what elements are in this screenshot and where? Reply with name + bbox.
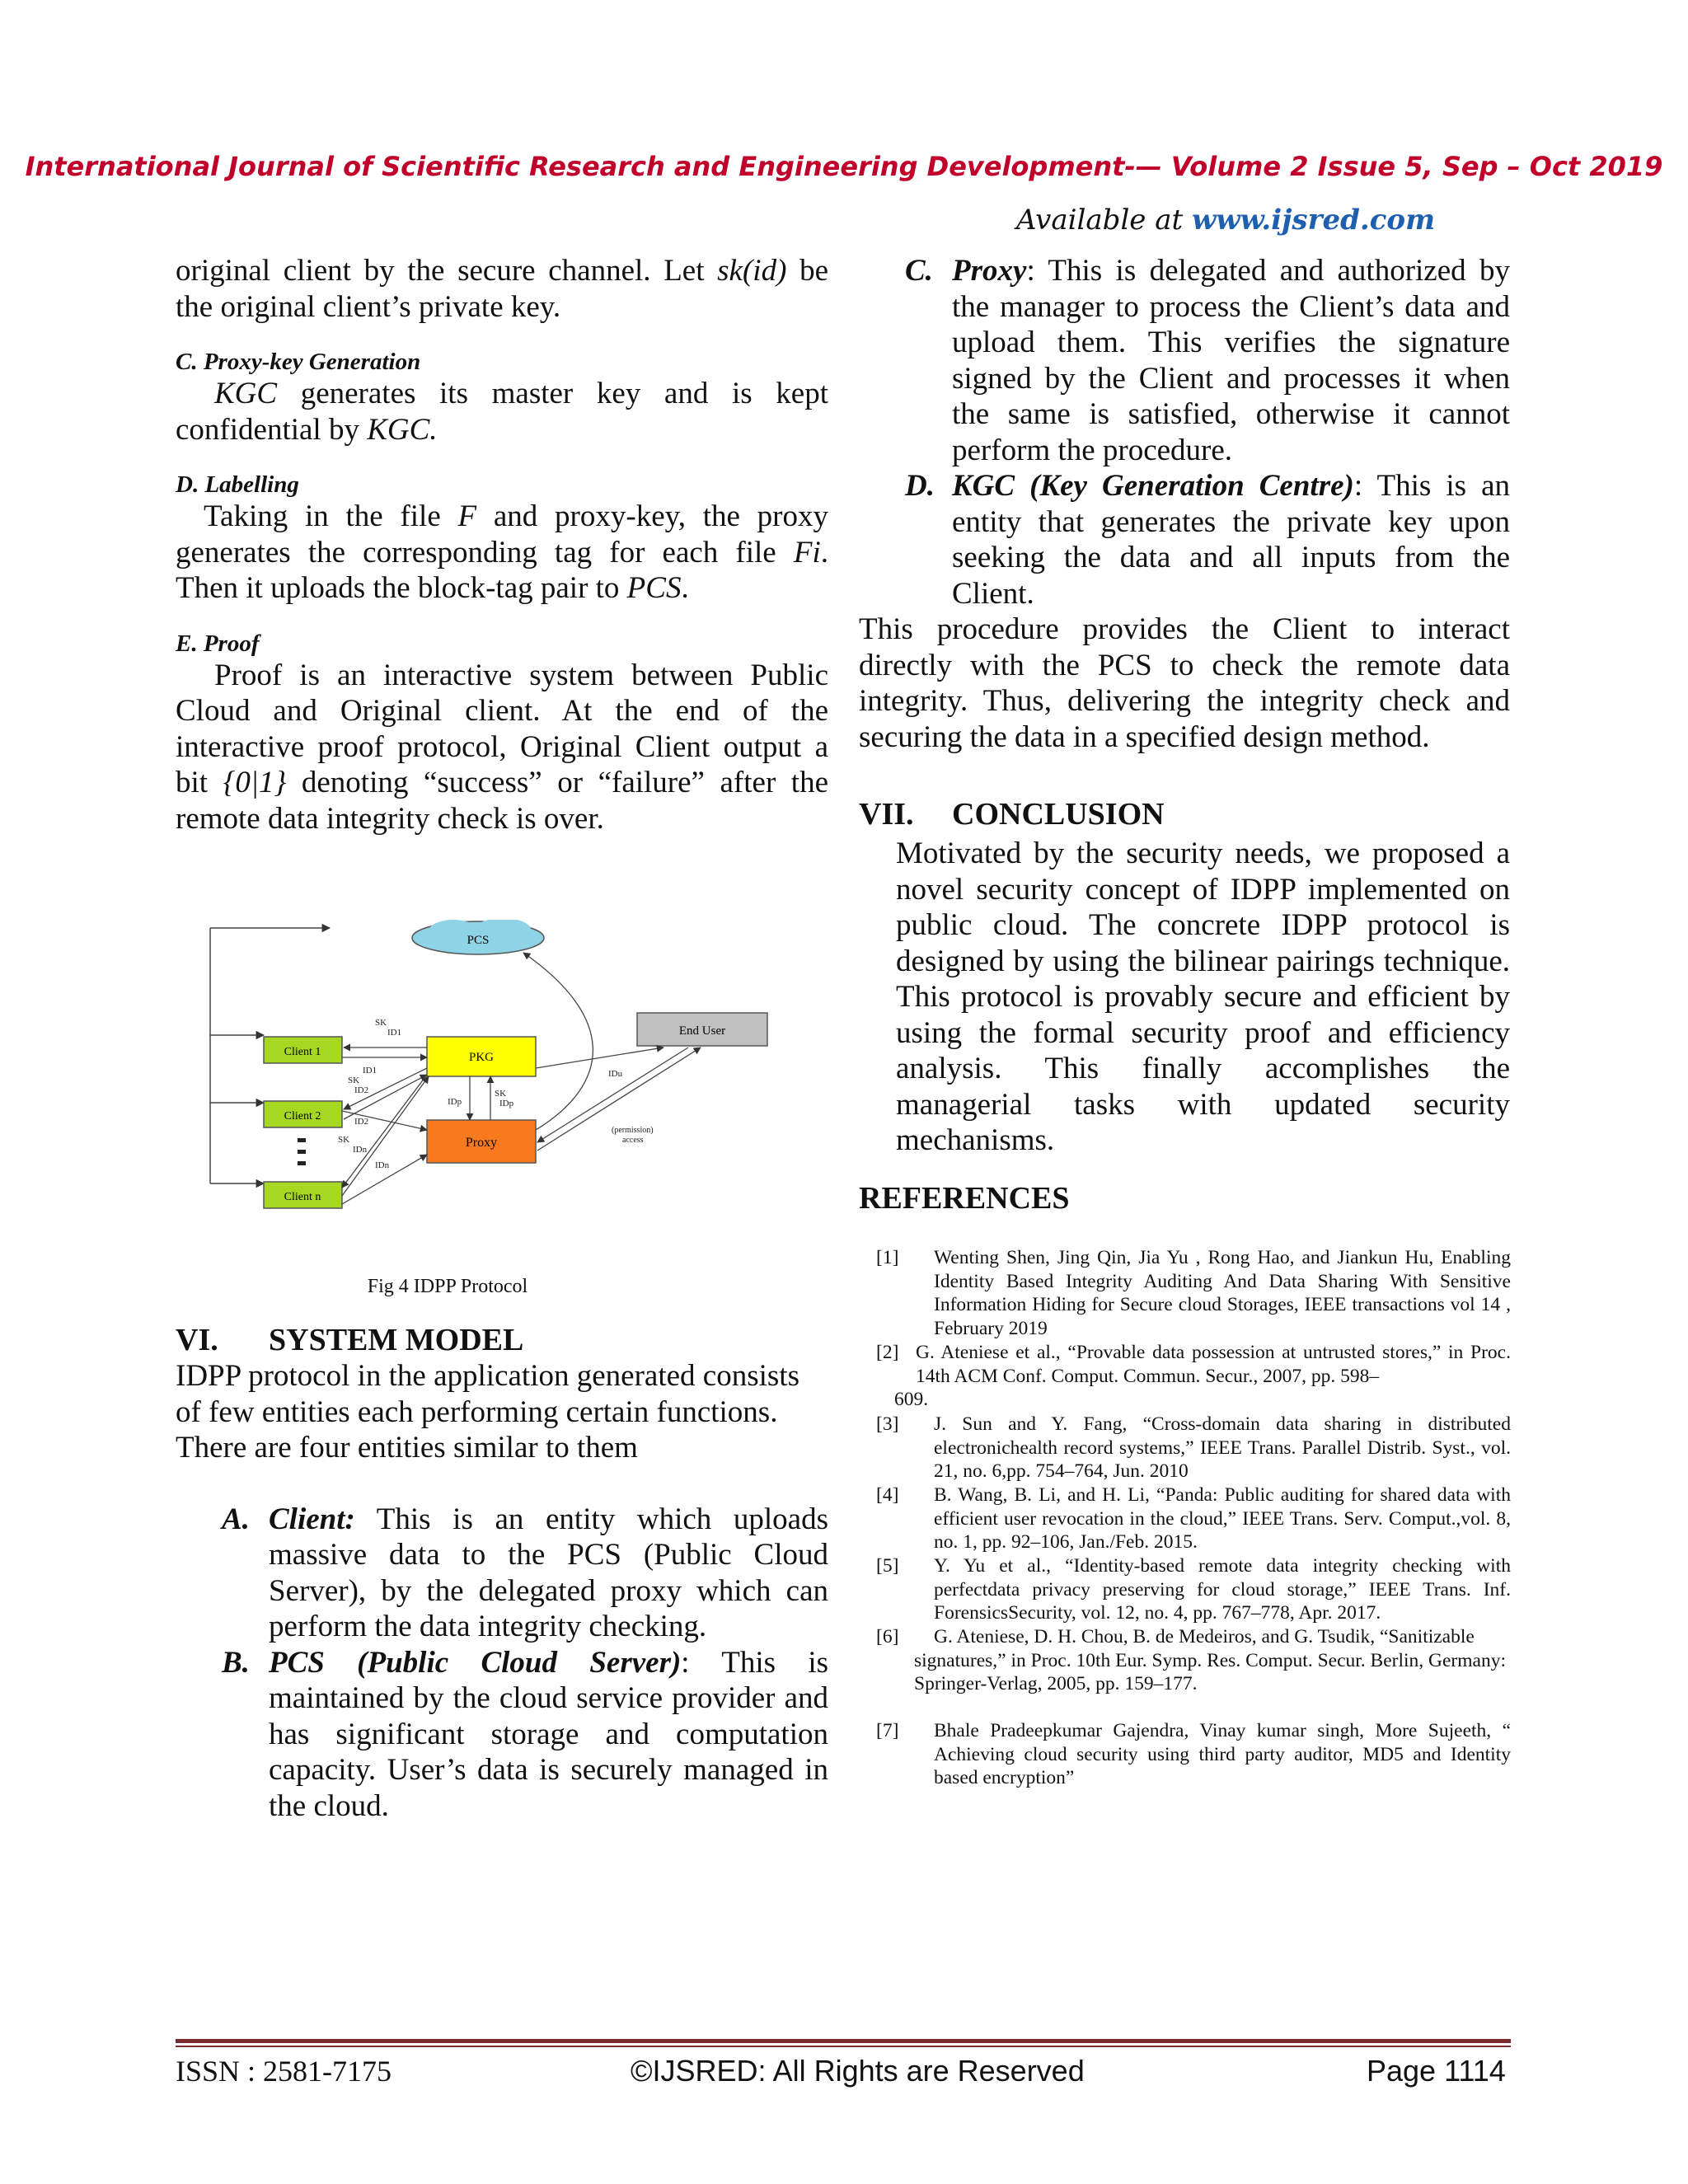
end-user-label: End User	[678, 1024, 726, 1038]
entity-kgc-item: D. KGC (Key Generation Centre): This is an entity that generates the private key upon seeking the data and all inputs from the Client.	[905, 469, 1511, 611]
label-id2: ID2	[354, 1117, 369, 1127]
available-prefix: Available at	[1016, 204, 1192, 237]
label-idn-top: IDn	[353, 1145, 368, 1155]
reference-6-continuation: signatures,” in Proc. 10th Eur. Symp. Res. Comput. Secur. Berlin, Germany: Springer-Verlag, 2005, pp. 159–177.	[914, 1649, 1506, 1694]
reference-3: [3] J. Sun and Y. Fang, “Cross-domain data sharing in distributed electronichealth record systems,” IEEE Trans. Parallel Distrib. Syst., vol. 21, no. 6,pp. 754–764, Jun. 2010	[876, 1413, 1511, 1482]
reference-1: [1] Wenting Shen, Jing Qin, Jia Yu , Rong Hao, and Jiankun Hu, Enabling Identity Based Integrity Auditing And Data Sharing With Sensitive Information Hiding for Secure cloud Storages, IEEE transactions vol 14 , February 2019	[876, 1247, 1511, 1339]
subsection-heading-proxy-key: C. Proxy-key Generation	[176, 349, 421, 375]
label-id1-top: ID1	[387, 1028, 402, 1038]
section-heading-system-model: VI. SYSTEM MODEL	[176, 1323, 524, 1357]
client-n-label: Client n	[284, 1191, 321, 1203]
label-id1: ID1	[363, 1066, 377, 1076]
pcs-label: PCS	[467, 934, 490, 947]
subsection-heading-proof: E. Proof	[176, 630, 260, 657]
reference-4: [4] B. Wang, B. Li, and H. Li, “Panda: Public auditing for shared data with efficient user revocation in the cloud,” IEEE Trans. Serv. Comput.,vol. 8, no. 1, pp. 92–106, Jan./Feb. 2015.	[876, 1484, 1511, 1553]
label-idp-right: IDp	[499, 1099, 514, 1108]
system-model-paragraph: IDPP protocol in the application generated consists of few entities each performing certain functions. There are four entities similar to them	[176, 1359, 799, 1465]
label-idn: IDn	[375, 1160, 390, 1170]
proof-paragraph: Proof is an interactive system between Public Cloud and Original client. At the end of the interactive proof protocol, Original Client output a bit {0|1} denoting “success” or “failure” after the remote data integrity check is over.	[176, 658, 828, 836]
label-sk-3: SK	[338, 1135, 350, 1145]
pcs-cloud	[412, 920, 544, 954]
left-column-top	[176, 253, 828, 837]
label-idu: IDu	[608, 1069, 623, 1079]
journal-url-link[interactable]: www.ijsred.com	[1191, 204, 1436, 237]
footer-issn: ISSN : 2581-7175	[176, 2055, 392, 2088]
proxy-label: Proxy	[465, 1136, 498, 1150]
left-column-bottom	[176, 1322, 828, 1824]
label-permission: (permission)	[612, 1126, 654, 1135]
entity-pcs-item: B. PCS (Public Cloud Server): This is maintained by the cloud service provider and has significant storage and computation capacity. User’s data is securely managed in the cloud.	[222, 1645, 828, 1823]
availability-line	[1016, 204, 1435, 237]
reference-2: [2] G. Ateniese et al., “Provable data possession at untrusted stores,” in Proc. 14th ACM Conf. Comput. Commun. Secur., 2007, pp. 598– 609.	[876, 1342, 1511, 1410]
section-heading-conclusion: VII. CONCLUSION	[859, 797, 1165, 832]
references-heading: REFERENCES	[859, 1180, 1070, 1216]
labelling-paragraph: Taking in the file F and proxy-key, the proxy generates the corresponding tag for each file Fi. Then it uploads the block-tag pair to PCS.	[176, 499, 828, 605]
footer-page-number: Page 1114	[1367, 2054, 1506, 2088]
reference-5: [5] Y. Yu et al., “Identity-based remote data integrity checking with perfectdata privacy preserving for cloud storage,” IEEE Trans. Inf. ForensicsSecurity, vol. 12, no. 4, pp. 767–778, Apr. 2017.	[876, 1555, 1511, 1624]
intro-paragraph: original client by the secure channel. Let sk(id) be the original client’s private key.	[176, 254, 828, 324]
idpp-protocol-diagram	[206, 920, 775, 1220]
reference-2-continuation: 609.	[894, 1389, 929, 1410]
entity-proxy-item: C. Proxy: This is delegated and authorized by the manager to process the Client’s data and upload them. This verifies the signature signed by the Client and processes it when the same is satisfied, otherwise it cannot perform the procedure.	[905, 254, 1510, 467]
entity-client-item: A. Client: This is an entity which uploads massive data to the PCS (Public Cloud Server), by the delegated proxy which can perform the data integrity checking.	[222, 1502, 828, 1643]
label-sk-1: SK	[375, 1018, 387, 1028]
label-sk-4: SK	[495, 1089, 507, 1099]
figure-caption: Fig 4 IDPP Protocol	[367, 1276, 528, 1297]
label-access: access	[622, 1136, 644, 1145]
right-column	[859, 253, 1510, 1216]
client-2-label: Client 2	[284, 1110, 321, 1122]
label-id2-top: ID2	[354, 1085, 369, 1095]
journal-header: International Journal of Scientific Research and Engineering Development-— Volume 2 Issue 5, Sep – Oct 2019	[25, 151, 1663, 182]
conclusion-paragraph: Motivated by the security needs, we proposed a novel security concept of IDPP implemented on public cloud. The concrete IDPP protocol is designed by using the bilinear pairings technique. This protocol is provably secure and efficient by using the formal security proof and efficiency analysis. This finally accomplishes the managerial tasks with updated security mechanisms.	[896, 837, 1510, 1157]
subsection-heading-labelling: D. Labelling	[176, 471, 299, 498]
pkg-label: PKG	[468, 1051, 495, 1064]
proxy-key-paragraph: KGC generates its master key and is kept confidential by KGC.	[176, 377, 828, 447]
footer-copyright: ©IJSRED: All Rights are Reserved	[631, 2054, 1085, 2088]
procedure-paragraph: This procedure provides the Client to interact directly with the PCS to check the remote data integrity. Thus, delivering the integrity check and securing the data in a specified design method.	[859, 612, 1510, 754]
footer-rule-thin	[176, 2046, 1511, 2047]
reference-6: [6] G. Ateniese, D. H. Chou, B. de Medeiros, and G. Tsudik, “Sanitizable signatures,” in Proc. 10th Eur. Symp. Res. Comput. Secur. Berlin, Germany: Springer-Verlag, 2005, pp. 159–177.	[876, 1625, 1511, 1696]
label-idp-left: IDp	[448, 1097, 462, 1107]
reference-7: [7] Bhale Pradeepkumar Gajendra, Vinay kumar singh, More Sujeeth, “ Achieving cloud security using third party auditor, MD5 and Identity based encryption”	[876, 1720, 1511, 1788]
client-ellipsis	[298, 1138, 306, 1165]
label-sk-2: SK	[348, 1076, 360, 1085]
client-1-label: Client 1	[284, 1046, 321, 1058]
footer-rule-thick	[176, 2039, 1511, 2043]
